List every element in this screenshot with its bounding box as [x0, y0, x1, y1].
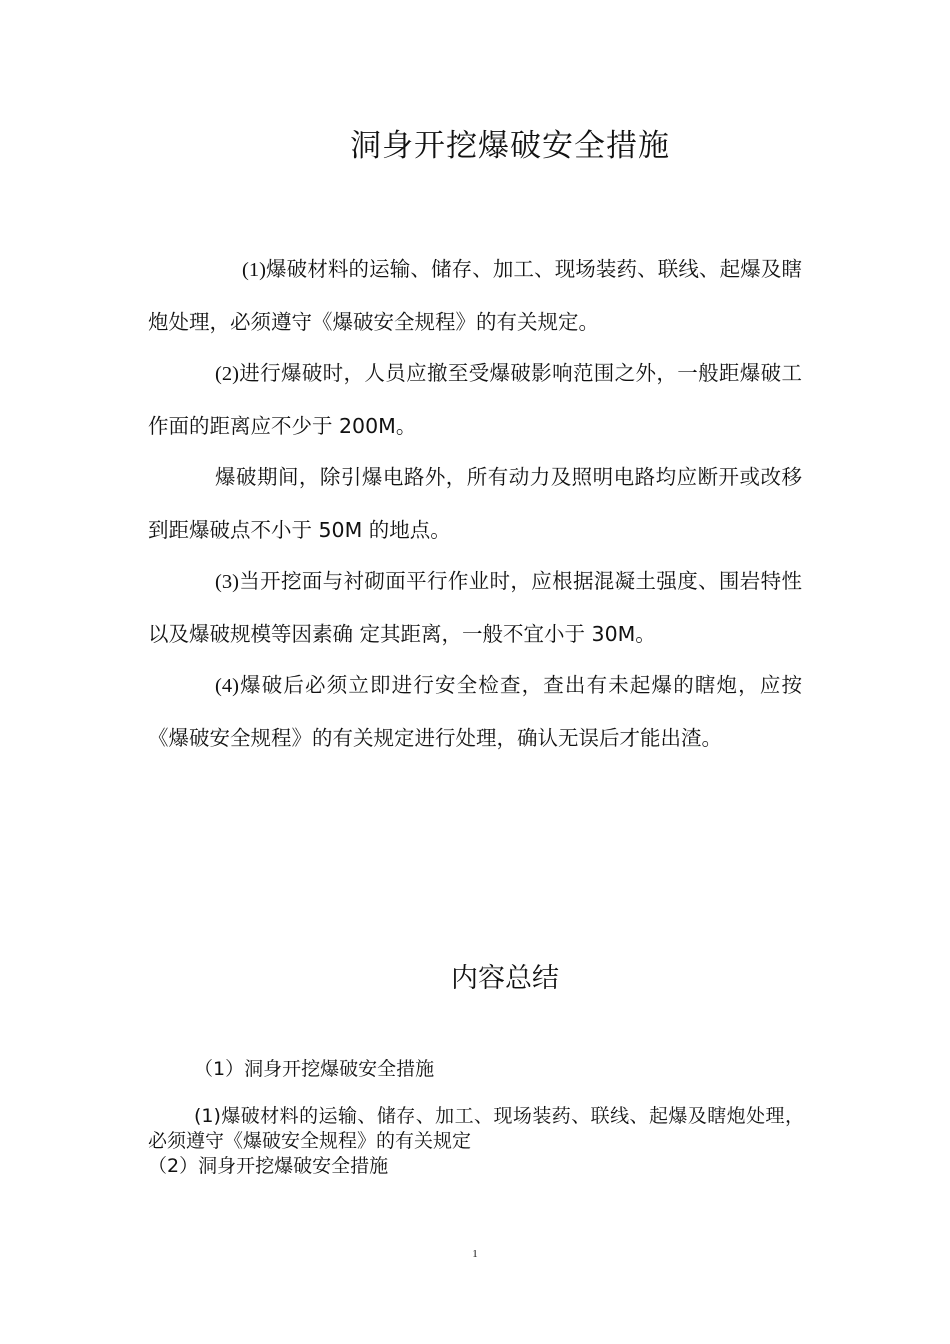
paragraph-text: 当开挖面与衬砌面平行作业时，应根据混凝土强度、围岩特性以及爆破规模等因素确 定其距离，一般不宜小于 30M。	[148, 569, 802, 646]
summary-item-1-detail: (1)爆破材料的运输、储存、加工、现场装药、联线、起爆及瞎炮处理，必须遵守《爆破安全规程》的有关规定	[148, 1105, 804, 1152]
document-title: 洞身开挖爆破安全措施	[350, 128, 670, 164]
paragraph-4	[148, 556, 802, 660]
paragraph-number: (1)	[242, 259, 266, 281]
paragraph-1	[148, 244, 802, 348]
paragraph-3	[148, 452, 802, 556]
paragraph-number: (4)	[215, 675, 239, 697]
paragraph-text: 爆破期间，除引爆电路外，所有动力及照明电路均应断开或改移到距爆破点不小于 50M 的地点。	[148, 465, 802, 542]
paragraph-text: 爆破材料的运输、储存、加工、现场装药、联线、起爆及瞎炮处理，必须遵守《爆破安全规程》的有关规定。	[148, 257, 802, 334]
summary-block	[148, 1104, 804, 1179]
summary-item-1: （1）洞身开挖爆破安全措施	[194, 1058, 435, 1080]
page-number: 1	[472, 1248, 478, 1260]
paragraph-text: 进行爆破时，人员应撤至受爆破影响范围之外，一般距爆破工作面的距离应不少于 200M。	[148, 361, 802, 438]
paragraph-2	[148, 348, 802, 452]
paragraph-text: 爆破后必须立即进行安全检查，查出有未起爆的瞎炮，应按《爆破安全规程》的有关规定进行处理，确认无误后才能出渣。	[148, 673, 802, 750]
paragraph-number: (3)	[215, 571, 239, 593]
paragraph-number: (2)	[215, 363, 239, 385]
summary-item-2: （2）洞身开挖爆破安全措施	[148, 1155, 389, 1177]
summary-title: 内容总结	[451, 963, 559, 994]
document-body	[148, 244, 802, 764]
paragraph-5	[148, 660, 802, 764]
